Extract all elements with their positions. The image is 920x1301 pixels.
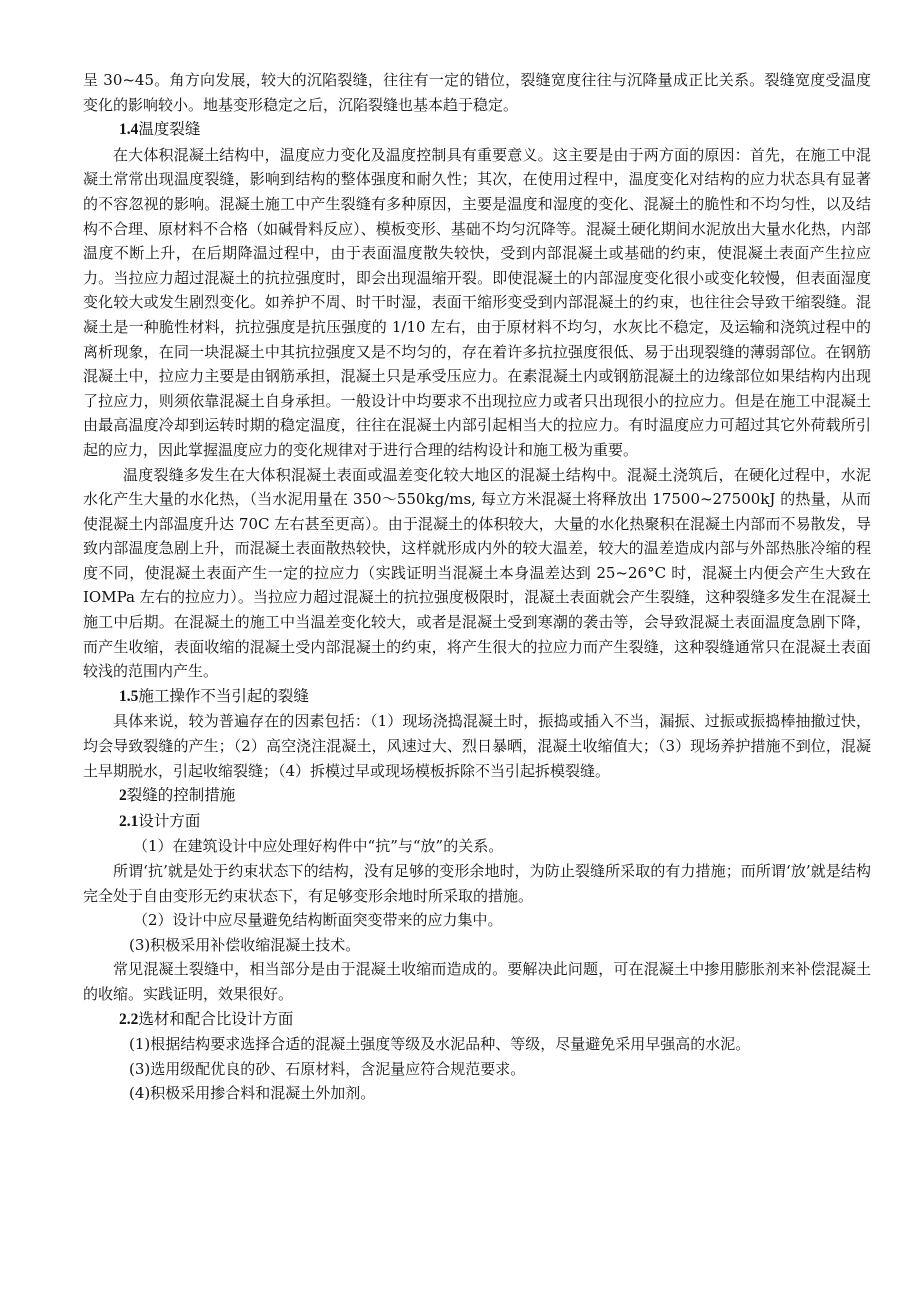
heading-number: 2 — [119, 787, 127, 805]
list-item-design-1: （1）在建筑设计中应处理好构件中“抗”与“放”的关系。 — [133, 837, 504, 856]
paragraph-temperature-cracks-detail: 温度裂缝多发生在大体积混凝土表面或温差变化较大地区的混凝土结构中。混凝土浇筑后，在硬化过程中，水泥水化产生大量的水化热，（当水泥用量在 350～550kg/ms, 每立方米混凝土将释放出 17500~27500kJ 的热量，从而使混凝土内部温度升达 70C 左右甚至更高）。由于混凝土的体积较大，大量的水化热聚积在混凝土内部而不易散发，导致内部温度急剧上升，而混凝土表面散热较快，这样就形成内外的较大温差，较大的温差造成内部与外部热胀冷缩的程度不同，使混凝土表面产生一定的拉应力（实践证明当混凝土本身温差达到 25~26°C 时，混凝土内便会产生大致在 IOMPa 左右的拉应力）。当拉应力超过混凝土的抗拉强度极限时，混凝土表面就会产生裂缝，这种裂缝多发生在混凝土施工中后期。在混凝土的施工中当温差变化较大，或者是混凝土受到寒潮的袭击等，会导致混凝土表面温度急剧下降，而产生收缩，表面收缩的混凝土受内部混凝土的约束，将产生很大的拉应力而产生裂缝，这种裂缝通常只在混凝土表面较浅的范围内产生。 — [83, 465, 871, 681]
heading-title: 施工操作不当引起的裂缝 — [138, 686, 309, 705]
list-item-design-2: （2）设计中应尽量避免结构断面突变带来的应力集中。 — [133, 911, 503, 930]
heading-title: 设计方面 — [138, 811, 201, 830]
heading-title: 选材和配合比设计方面 — [138, 1009, 294, 1028]
heading-1-5 — [83, 684, 871, 710]
document-page — [83, 68, 871, 1106]
heading-2-1 — [83, 809, 871, 835]
heading-2-2 — [83, 1007, 871, 1033]
heading-2 — [83, 783, 871, 809]
heading-title: 温度裂缝 — [138, 120, 201, 139]
heading-title: 裂缝的控制措施 — [126, 786, 236, 805]
list-item-materials-3: (3)选用级配优良的砂、石原材料，含泥量应符合规范要求。 — [129, 1059, 526, 1078]
heading-number: 2.1 — [119, 812, 139, 830]
paragraph-shrinkage-compensation: 常见混凝土裂缝中，相当部分是由于混凝土收缩而造成的。要解决此问题，可在混凝土中掺用膨胀剂来补偿混凝土的收缩。实践证明，效果很好。 — [83, 960, 871, 1003]
paragraph-temperature-cracks-intro: 在大体积混凝土结构中，温度应力变化及温度控制具有重要意义。这主要是由于两方面的原因：首先，在施工中混凝土常常出现温度裂缝，影响到结构的整体强度和耐久性；其次，在使用过程中，温度变化对结构的应力状态具有显著的不容忽视的影响。混凝土施工中产生裂缝有多种原因，主要是温度和湿度的变化、混凝土的脆性和不均匀性，以及结构不合理、原材料不合格（如碱骨料反应）、模板变形、基础不均匀沉降等。混凝土硬化期间水泥放出大量水化热，内部温度不断上升，在后期降温过程中，由于表面温度散失较快，受到内部混凝土或基础的约束，使混凝土表面产生拉应力。当拉应力超过混凝土的抗拉强度时，即会出现温缩开裂。即使混凝土的内部湿度变化很小或变化较慢，但表面湿度变化较大或发生剧烈变化。如养护不周、时干时湿，表面干缩形变受到内部混凝土的约束，也往往会导致干缩裂缝。混凝土是一种脆性材料，抗拉强度是抗压强度的 1/10 左右，由于原材料不均匀，水灰比不稳定，及运输和浇筑过程中的离析现象，在同一块混凝土中其抗拉强度又是不均匀的，存在着许多抗拉强度很低、易于出现裂缝的薄弱部位。在钢筋混凝土中，拉应力主要是由钢筋承担，混凝土只是承受压应力。在素混凝土内或钢筋混凝土的边缘部位如果结构内出现了拉应力，则须依靠混凝土自身承担。一般设计中均要求不出现拉应力或者只出现很小的拉应力。但是在施工中混凝土由最高温度冷却到运转时期的稳定温度，往往在混凝土内部引起相当大的拉应力。有时温度应力可超过其它外荷载所引起的应力，因此掌握温度应力的变化规律对于进行合理的结构设计和施工极为重要。 — [83, 145, 871, 459]
list-item-design-3: (3)积极采用补偿收缩混凝土技术。 — [129, 935, 361, 954]
heading-number: 1.4 — [119, 121, 139, 139]
paragraph-settlement-cracks-end: 呈 30~45。角方向发展，较大的沉陷裂缝，往往有一定的错位，裂缝宽度往往与沉降量成正比关系。裂缝宽度受温度变化的影响较小。地基变形稳定之后，沉陷裂缝也基本趋于稳定。 — [83, 71, 871, 114]
paragraph-construction-factors: 具体来说，较为普遍存在的因素包括：（1）现场浇捣混凝土时，振捣或插入不当，漏振、过振或振捣棒抽撤过快，均会导致裂缝的产生；（2）高空浇注混凝土，风速过大、烈日暴晒，混凝土收缩值大；（3）现场养护措施不到位，混凝土早期脱水，引起收缩裂缝；（4）拆模过早或现场模板拆除不当引起拆模裂缝。 — [83, 712, 871, 780]
heading-number: 1.5 — [119, 687, 139, 705]
paragraph-resist-release: 所谓‘抗’就是处于约束状态下的结构，没有足够的变形余地时，为防止裂缝所采取的有力措施；而所谓‘放’就是结构完全处于自由变形无约束状态下，有足够变形余地时所采取的措施。 — [83, 862, 871, 905]
heading-number: 2.2 — [119, 1010, 139, 1028]
heading-1-4 — [83, 117, 871, 143]
list-item-materials-1: (1)根据结构要求选择合适的混凝土强度等级及水泥品种、等级，尽量避免采用早强高的水泥。 — [129, 1035, 751, 1054]
list-item-materials-4: (4)积极采用掺合料和混凝土外加剂。 — [129, 1084, 376, 1103]
